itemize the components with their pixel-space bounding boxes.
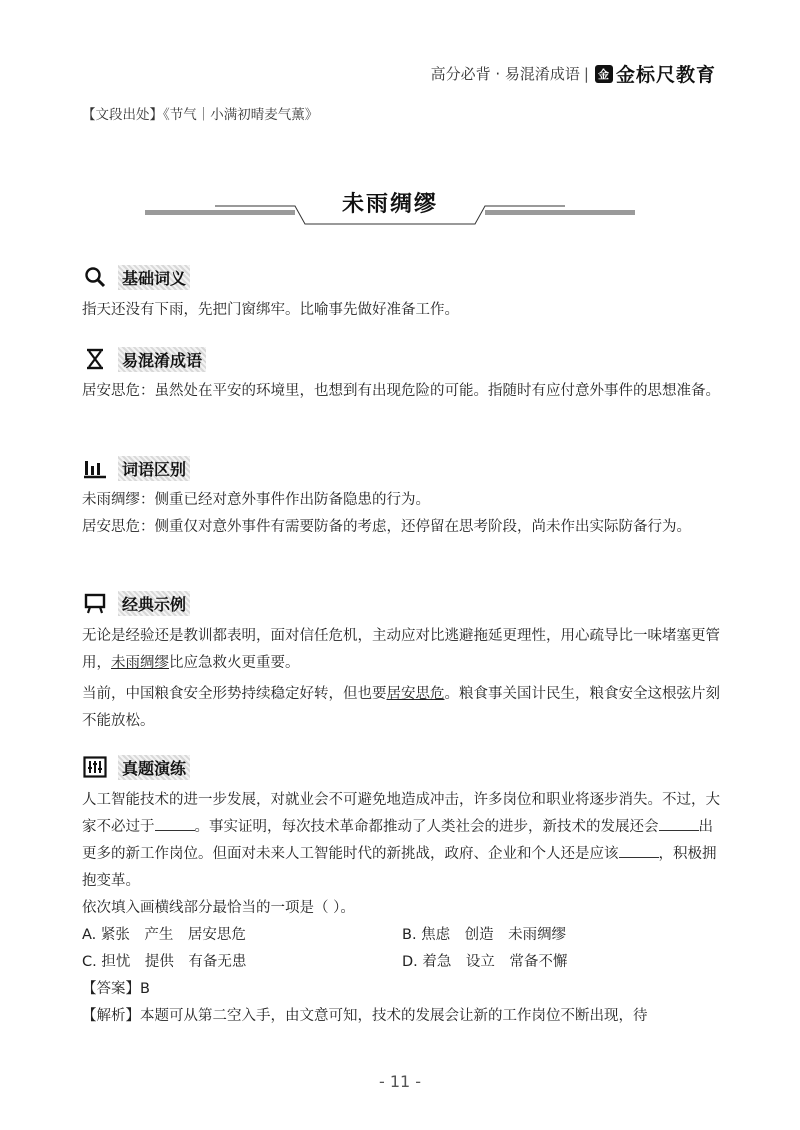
- example-2-post: 。粮食事关国计民生，粮食安全这根弦片刻不能放松。: [82, 686, 720, 729]
- section-examples-head: [82, 590, 722, 616]
- option-a: A. 紧张 产生 居安思危: [82, 927, 246, 943]
- page-header: [431, 60, 716, 87]
- section-confusing-heading: 易混淆成语: [118, 347, 206, 372]
- bar-chart-icon: [82, 457, 108, 479]
- equalizer-icon: [82, 756, 108, 778]
- question-part-c: 出更多的新工作岗位。但面对未来人工智能时代的新挑战，政府、企业和个人还是应该: [82, 819, 713, 862]
- question-part-b: 。事实证明，每次技术革命都推动了人类社会的进步，新技术的发展还会: [194, 819, 659, 835]
- section-confusing-head: [82, 346, 722, 372]
- page-title: 未雨绸缪: [341, 192, 438, 217]
- page-number: - 11 -: [378, 1072, 422, 1091]
- section-difference: [82, 455, 722, 541]
- example-2-keyword: 居安思危: [386, 686, 445, 702]
- title-banner: [145, 180, 635, 230]
- question-part-d: ，积极拥抱变革。: [82, 846, 717, 889]
- confusing-text: 居安思危：虽然处在平安的环境里，也想到有出现危险的可能。指随时有应付意外事件的思想准备。: [82, 383, 720, 399]
- text-source: 【文段出处】《节气｜小满初晴麦气薰》: [82, 107, 319, 123]
- section-difference-heading: 词语区别: [118, 456, 190, 481]
- magnifier-icon: [82, 266, 108, 288]
- basic-text: 指天还没有下雨，先把门窗绑牢。比喻事先做好准备工作。: [82, 302, 459, 318]
- section-examples-heading: 经典示例: [118, 591, 190, 616]
- section-basic-head: [82, 264, 722, 290]
- section-examples: [82, 590, 722, 735]
- example-1-pre: 无论是经验还是教训都表明，面对信任危机，主动应对比逃避拖延更理性，用心疏导比一味堵塞更管用，: [82, 628, 720, 671]
- section-basic: [82, 264, 722, 324]
- section-practice-head: [82, 754, 722, 780]
- example-1: [82, 623, 722, 677]
- question-part-a: 人工智能技术的进一步发展，对就业会不可避免地造成冲击，许多岗位和职业将逐步消失。不过，大家不必过于: [82, 792, 720, 835]
- brand-logo: [595, 60, 716, 87]
- board-icon: [82, 592, 108, 614]
- difference-line-2: 居安思危：侧重仅对意外事件有需要防备的考虑，还停留在思考阶段，尚未作出实际防备行为。: [82, 519, 691, 535]
- answer: 【答案】B: [82, 981, 150, 997]
- section-basic-heading: 基础词义: [118, 265, 190, 290]
- question-stem: [82, 787, 722, 895]
- analysis: 【解析】本题可从第二空入手，由文意可知，技术的发展会让新的工作岗位不断出现，待: [82, 1008, 648, 1024]
- example-2: [82, 681, 722, 735]
- logo-mark-icon: 金: [595, 65, 613, 83]
- blank-1: [155, 816, 195, 831]
- option-d: D. 着急 设立 常备不懈: [402, 954, 568, 970]
- hourglass-icon: [82, 348, 108, 370]
- header-subtitle: 高分必背 · 易混淆成语: [430, 65, 580, 83]
- logo-text: 金标尺教育: [615, 64, 716, 86]
- example-2-pre: 当前，中国粮食安全形势持续稳定好转，但也要: [82, 686, 387, 702]
- section-confusing: [82, 346, 722, 405]
- section-practice-heading: 真题演练: [118, 755, 190, 780]
- difference-line-1: 未雨绸缪：侧重已经对意外事件作出防备隐患的行为。: [82, 492, 430, 508]
- example-1-post: 比应急救火更重要。: [169, 655, 300, 671]
- section-practice: [82, 754, 722, 1030]
- section-difference-head: [82, 455, 722, 481]
- blank-3: [619, 843, 659, 858]
- header-separator: |: [583, 64, 589, 83]
- options-grid: [82, 922, 722, 976]
- option-c: C. 担忧 提供 有备无患: [82, 954, 247, 970]
- example-1-keyword: 未雨绸缪: [111, 655, 169, 671]
- question-prompt: 依次填入画横线部分最恰当的一项是（ ）。: [82, 900, 355, 916]
- blank-2: [659, 816, 699, 831]
- option-b: B. 焦虑 创造 未雨绸缪: [402, 927, 567, 943]
